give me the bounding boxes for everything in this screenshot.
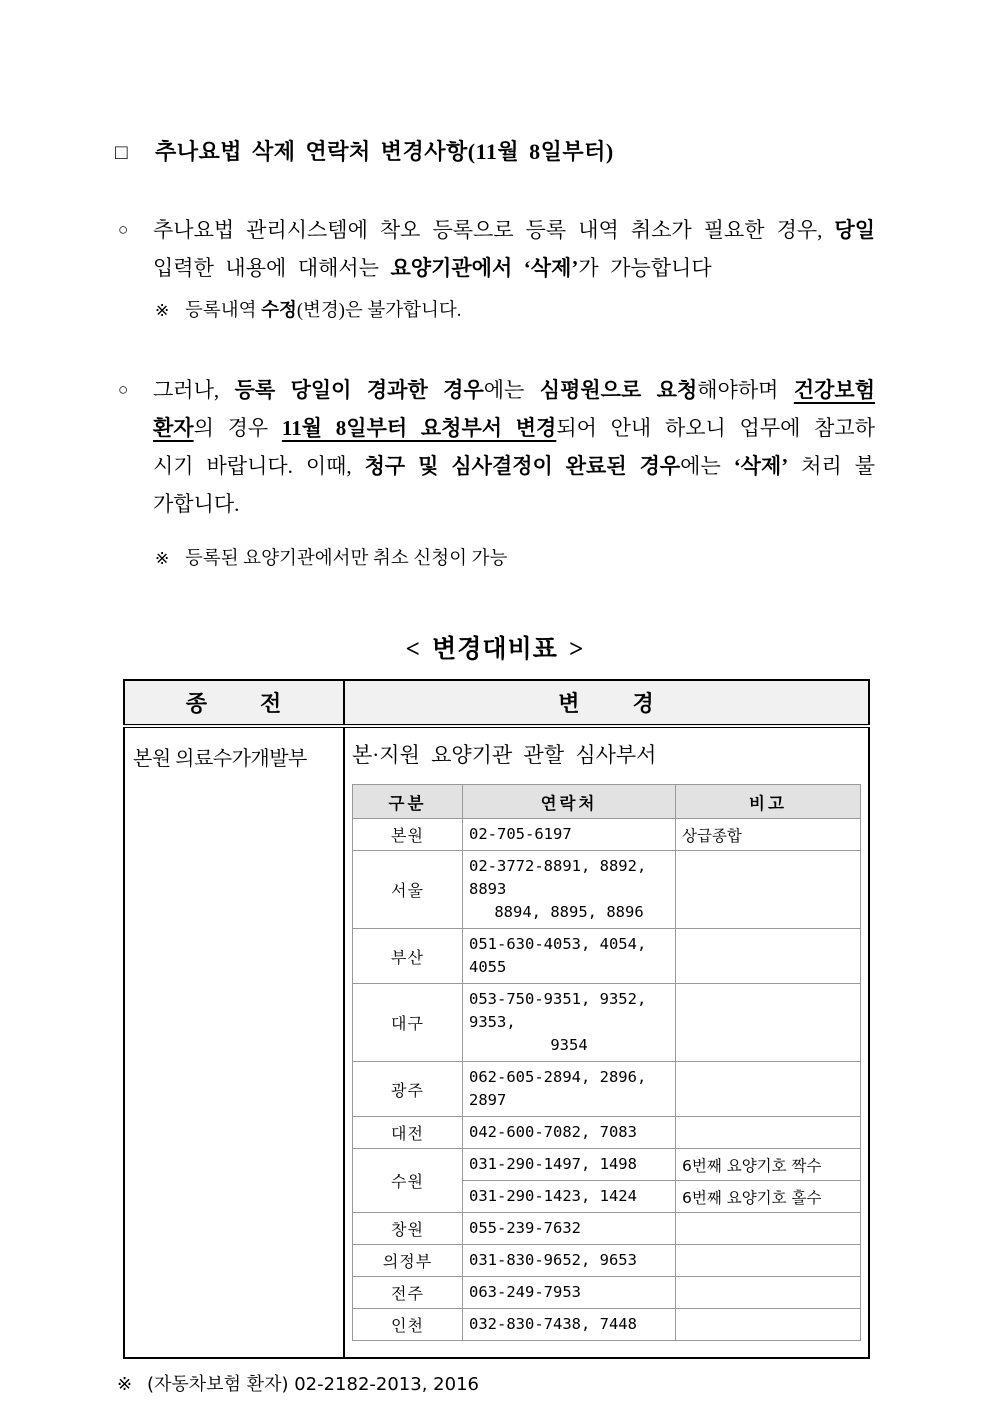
- column-header-contact: 연락처: [463, 785, 676, 819]
- text-run: 되어 안내 하오니 업무에 참고하시기 바랍니다. 이때,: [153, 416, 876, 478]
- note-cell: 6번째 요양기호 홀수: [676, 1181, 861, 1213]
- text-run: 요양기관에서: [390, 256, 513, 280]
- note-cell: [676, 1245, 861, 1277]
- table-row: [353, 851, 861, 929]
- text-run: 등록내역: [185, 301, 262, 321]
- text-run: 처리 불가합니다.: [153, 454, 876, 516]
- text-run: 심평원으로 요청: [539, 378, 698, 402]
- region-cell: 광주: [353, 1062, 463, 1117]
- reference-mark-icon: ※: [117, 1374, 133, 1395]
- note-cell: [676, 1309, 861, 1341]
- comparison-table: [123, 679, 870, 1359]
- region-cell: 대구: [353, 984, 463, 1062]
- text-run: 의 경우: [193, 416, 282, 440]
- checkbox-square-icon: □: [115, 140, 128, 164]
- bullet-item-2: [115, 371, 875, 523]
- circle-bullet-icon: ○: [118, 220, 129, 239]
- contact-cell: 053-750-9351, 9352, 9353, 9354: [463, 984, 676, 1062]
- text-run: 당일: [834, 218, 875, 242]
- text-run: 에는: [680, 454, 734, 478]
- contact-cell: 02-705-6197: [463, 819, 676, 851]
- contact-cell: 063-249-7953: [463, 1277, 676, 1309]
- bullet-text: [153, 371, 875, 523]
- section-heading-text: 추나요법 삭제 연락처 변경사항(11월 8일부터): [155, 139, 614, 164]
- text-run: 11월 8일부터 요청부서 변경: [281, 416, 557, 440]
- text-run: ‘삭제’: [733, 454, 789, 478]
- note-cell: [676, 984, 861, 1062]
- region-cell: 의정부: [353, 1245, 463, 1277]
- text-run: 해야하며: [697, 378, 794, 402]
- text-run: 가 가능합니다: [578, 256, 712, 280]
- note-item-2: [155, 545, 875, 573]
- circle-bullet-icon: ○: [118, 380, 129, 399]
- before-cell: 본원 의료수가개발부: [124, 726, 344, 1358]
- table-row: [353, 1213, 861, 1245]
- footer-note: [117, 1372, 875, 1398]
- table-row: [353, 929, 861, 984]
- header-before: 종 전: [124, 680, 344, 726]
- bullet-text: [153, 211, 875, 287]
- table-row: [353, 1277, 861, 1309]
- table-row: [353, 819, 861, 851]
- text-run: 청구 및 심사결정이 완료된 경우: [364, 454, 681, 478]
- region-cell: 인천: [353, 1309, 463, 1341]
- text-run: 등록된 요양기관에서만 취소 신청이 가능: [185, 549, 508, 569]
- text-run: ‘삭제’: [523, 256, 579, 280]
- column-header-region: 구분: [353, 785, 463, 819]
- text-run: 수정: [261, 301, 297, 321]
- note-cell: 상급종합: [676, 819, 861, 851]
- note-cell: [676, 1213, 861, 1245]
- footer-note-text: (자동차보험 환자) 02-2182-2013, 2016: [147, 1374, 479, 1395]
- contact-table-body: [353, 819, 861, 1341]
- contact-cell: 042-600-7082, 7083: [463, 1117, 676, 1149]
- after-cell: [344, 726, 869, 1358]
- region-cell: 부산: [353, 929, 463, 984]
- comparison-table-body-row: [124, 726, 869, 1358]
- text-run: 추나요법 관리시스템에 착오 등록으로 등록 내역 취소가 필요한 경우,: [153, 218, 835, 242]
- column-header-note: 비고: [676, 785, 861, 819]
- table-row: [353, 1149, 861, 1181]
- region-cell: 서울: [353, 851, 463, 929]
- note-item-1: [155, 297, 875, 325]
- header-after: 변 경: [344, 680, 869, 726]
- section-heading: [115, 137, 875, 167]
- text-run: (변경)은 불가합니다.: [296, 301, 462, 321]
- note-text: [185, 297, 461, 325]
- note-cell: [676, 929, 861, 984]
- note-text: [185, 545, 507, 573]
- contact-cell: 051-630-4053, 4054, 4055: [463, 929, 676, 984]
- table-row: [353, 984, 861, 1062]
- table-row: [353, 1117, 861, 1149]
- comparison-table-title: < 변경대비표 >: [405, 636, 585, 663]
- contact-cell: 032-830-7438, 7448: [463, 1309, 676, 1341]
- after-heading-text: 본·지원 요양기관 관할 심사부서: [352, 743, 657, 767]
- text-run: 등록 당일이 경과한 경우: [234, 378, 484, 402]
- text-run: 그러나,: [153, 378, 235, 402]
- reference-mark-icon: ※: [155, 549, 170, 568]
- contact-cell: 031-290-1497, 1498: [463, 1149, 676, 1181]
- table-row: [353, 1062, 861, 1117]
- region-cell: 대전: [353, 1117, 463, 1149]
- contact-cell: 031-830-9652, 9653: [463, 1245, 676, 1277]
- text-run: 에는: [483, 378, 540, 402]
- comparison-table-header-row: [124, 680, 869, 726]
- region-cell: 전주: [353, 1277, 463, 1309]
- contact-table-header-row: [353, 785, 861, 819]
- region-cell: 본원: [353, 819, 463, 851]
- contact-cell: 031-290-1423, 1424: [463, 1181, 676, 1213]
- text-run: 입력한 내용에 대해서는: [153, 256, 391, 280]
- region-cell: 창원: [353, 1213, 463, 1245]
- region-cell: 수원: [353, 1149, 463, 1213]
- text-run: [512, 256, 524, 280]
- note-cell: [676, 851, 861, 929]
- table-row: [353, 1309, 861, 1341]
- bullet-item-1: [115, 211, 875, 287]
- contact-table: [352, 784, 861, 1341]
- note-cell: 6번째 요양기호 짝수: [676, 1149, 861, 1181]
- note-cell: [676, 1117, 861, 1149]
- reference-mark-icon: ※: [155, 301, 170, 320]
- table-row: [353, 1245, 861, 1277]
- contact-cell: 02-3772-8891, 8892, 8893 8894, 8895, 8896: [463, 851, 676, 929]
- contact-cell: 055-239-7632: [463, 1213, 676, 1245]
- contact-cell: 062-605-2894, 2896, 2897: [463, 1062, 676, 1117]
- note-cell: [676, 1062, 861, 1117]
- text-run: 건강보험 환자: [153, 378, 875, 440]
- note-cell: [676, 1277, 861, 1309]
